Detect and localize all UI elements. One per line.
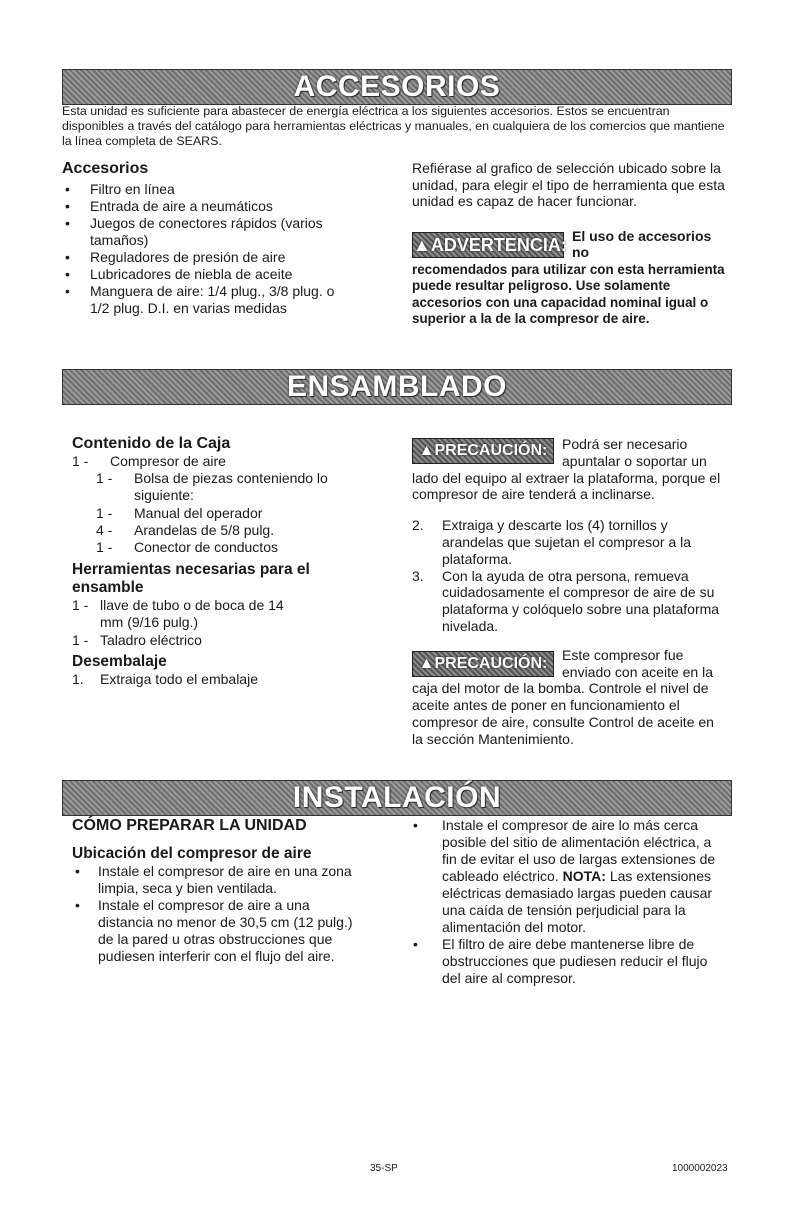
warning-text-b: recomendados para utilizar con esta herramienta puede resultar peligroso. Use solamente accesorios con una capacidad nominal igual o superior a la de la compresor de aire. — [412, 261, 725, 326]
accesorios-banner — [62, 69, 732, 105]
list-item: 1 - Bolsa de piezas conteniendo lo siguiente: — [96, 470, 328, 504]
instalacion-right-column — [410, 817, 728, 987]
instalacion-heading: CÓMO PREPARAR LA UNIDAD — [72, 817, 307, 834]
caution-label-1: ▲PRECAUCIÓN: — [412, 438, 554, 464]
refer-text: Refiérase al grafico de selección ubicado sobre la unidad, para elegir el tipo de herramienta que esta unidad es capaz de hacer funcionar. — [412, 160, 725, 209]
list-item: • Lubricadores de niebla de aceite — [62, 266, 352, 283]
instalacion-subheading: Ubicación del compresor de aire — [72, 845, 312, 862]
nota-label: NOTA: — [562, 868, 606, 884]
caution-block-1 — [412, 436, 724, 503]
herramientas-heading: Herramientas necesarias para el ensamble — [72, 561, 310, 597]
instalacion-right-list — [410, 817, 728, 987]
list-item: 1 - llave de tubo o de boca de 14 mm (9/16 pulg.) — [72, 597, 284, 631]
list-item: • Juegos de conectores rápidos (varios tamaños) — [62, 215, 352, 249]
list-item: 3. Con la ayuda de otra persona, remueva cuidadosamente el compresor de aire de su plataforma y colóquelo sobre una plataforma nivelada. — [412, 567, 720, 634]
herramientas-list — [72, 597, 362, 649]
ensamblado-right-column — [412, 436, 724, 748]
list-item: 1 - Compresor de aire — [72, 453, 226, 469]
list-item: • Instale el compresor de aire lo más cerca posible del sitio de alimentación eléctrica, a fin de evitar el uso de largas extensiones de cableado eléctrico. NOTA: Las extensiones eléctricas demasiado largas pueden causar una caída de tensión perjudicial para la alimentación del motor. — [410, 817, 728, 936]
contenido-list — [72, 453, 362, 556]
warning-block — [412, 228, 730, 262]
accesorios-intro: Esta unidad es suficiente para abastecer de energía eléctrica a los siguientes accesorios. Estos se encuentran disponibles a través del catálogo para herramientas eléctricas y manuales, en cualquiera de los comercios que mantiene la línea completa de SEARS. — [62, 104, 725, 148]
instalacion-left-column — [72, 817, 362, 965]
caution-text-1: Podrá ser necesario apuntalar o soportar un lado del equipo al extraer la plataforma, porque el compresor de aire tenderá a inclinarse. — [412, 436, 721, 503]
caution-text-2: Este compresor fue enviado con aceite en la caja del motor de la bomba. Controle el nivel de aceite antes de poner en funcionamiento el compresor de aire, consulte Control de aceite en la sección Mantenimiento. — [412, 646, 714, 747]
steps-list — [412, 517, 724, 635]
list-item: • Instale el compresor de aire a una distancia no menor de 30,5 cm (12 pulg.) de la pared u otras obstrucciones que pudiesen interferir con el flujo del aire. — [72, 897, 362, 965]
list-item: • El filtro de aire debe mantenerse libre de obstrucciones que pudiesen reducir el flujo del aire al compresor. — [410, 936, 728, 987]
instalacion-title: INSTALACIÓN — [292, 781, 502, 814]
list-item: • Manguera de aire: 1/4 plug., 3/8 plug. o 1/2 plug. D.I. en varias medidas — [62, 283, 352, 317]
caution-label-2: ▲PRECAUCIÓN: — [412, 651, 554, 677]
ensamblado-banner — [62, 369, 732, 405]
list-item: • Reguladores de presión de aire — [62, 249, 352, 266]
warning-text-a: El uso de accesorios no — [572, 227, 712, 260]
list-item: • Instale el compresor de aire en una zona limpia, seca y bien ventilada. — [72, 863, 362, 897]
contenido-heading: Contenido de la Caja — [72, 435, 231, 452]
document-code: 1000002023 — [672, 1163, 728, 1174]
list-item: 2. Extraiga y descarte los (4) tornillos y arandelas que sujetan el compresor a la plataforma. — [412, 517, 692, 567]
accesorios-title: ACCESORIOS — [293, 70, 501, 103]
list-item: 4 - Arandelas de 5/8 pulg. — [96, 521, 275, 538]
instalacion-banner — [62, 780, 732, 816]
caution-block-2 — [412, 647, 724, 748]
list-item: • Filtro en línea — [62, 181, 352, 198]
list-item: 1 - Manual del operador — [96, 504, 263, 521]
list-item: 1. Extraiga todo el embalaje — [72, 670, 258, 687]
ensamblado-title: ENSAMBLADO — [287, 370, 507, 403]
list-item: 1 - Taladro eléctrico — [72, 631, 202, 648]
accesorios-right-column — [412, 160, 730, 328]
ensamblado-left-column — [72, 435, 362, 688]
accesorios-left-column — [62, 160, 352, 317]
page-number: 35-SP — [370, 1163, 398, 1174]
desembalaje-heading: Desembalaje — [72, 652, 167, 670]
list-item: 1 - Conector de conductos — [96, 539, 278, 556]
accesorios-heading: Accesorios — [62, 160, 149, 177]
list-item: • Entrada de aire a neumáticos — [62, 198, 352, 215]
warning-label: ▲ADVERTENCIA: — [412, 232, 564, 258]
accesorios-list — [62, 181, 352, 317]
nota-text: Las extensiones eléctricas demasiado largas pueden causar una caída de tensión perjudicial para la alimentación del motor. — [442, 868, 713, 935]
instalacion-left-list — [72, 863, 362, 965]
